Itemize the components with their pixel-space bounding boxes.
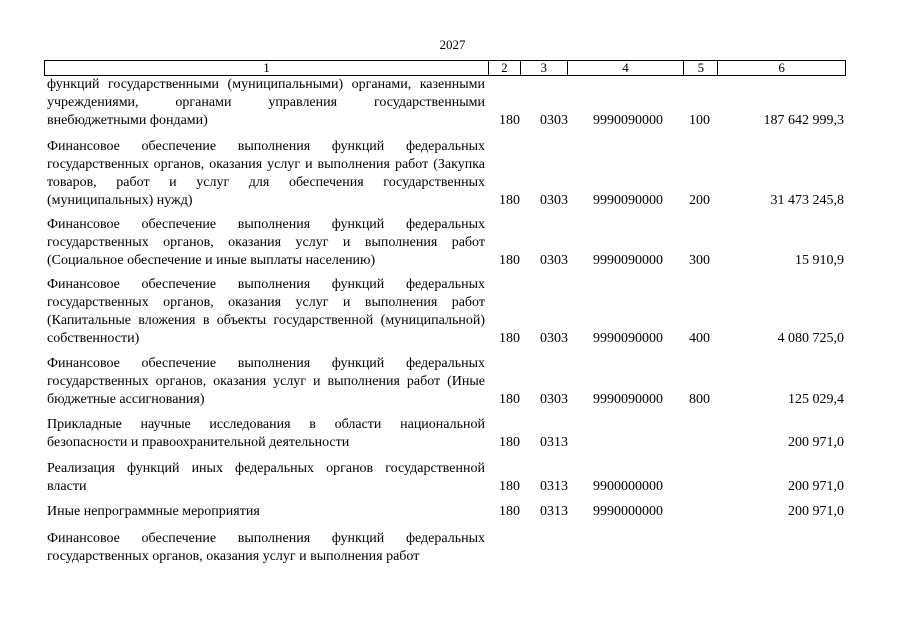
row-col-2: 180 (499, 504, 520, 519)
row-col-2: 180 (499, 435, 520, 450)
header-col-6: 6 (717, 61, 845, 75)
row-col-5: 200 (689, 193, 710, 208)
row-col-3: 0303 (540, 113, 568, 128)
row-col-6: 4 080 725,0 (777, 331, 844, 346)
page-number: 2027 (439, 37, 466, 52)
table-row (47, 276, 844, 348)
row-col-4: 9990000000 (593, 504, 663, 519)
row-name: Иные непрограммные мероприятия (47, 504, 260, 519)
row-col-6: 15 910,9 (795, 253, 844, 268)
row-col-6: 125 029,4 (788, 392, 844, 407)
row-name: Финансовое обеспечение выполнения функций федеральных государственных органов, оказания услуг и выполнения работ (47, 531, 485, 564)
table-row (47, 138, 844, 210)
row-col-6: 200 971,0 (788, 479, 844, 494)
row-col-3: 0313 (540, 479, 568, 494)
table-row (47, 530, 844, 566)
row-name: Финансовое обеспечение выполнения функций федеральных государственных органов, оказания услуг и выполнения работ (Капитальные вложения в объекты государственной (муниципальной) собственности) (47, 277, 485, 346)
row-col-3: 0313 (540, 435, 568, 450)
row-col-5: 800 (689, 392, 710, 407)
table-row (47, 460, 844, 496)
row-col-6: 200 971,0 (788, 435, 844, 450)
row-col-5: 300 (689, 253, 710, 268)
table-header (44, 60, 846, 76)
header-col-4: 4 (567, 61, 684, 75)
row-col-2: 180 (499, 392, 520, 407)
row-col-3: 0303 (540, 193, 568, 208)
row-col-6: 200 971,0 (788, 504, 844, 519)
table-row (47, 416, 844, 452)
row-col-2: 180 (499, 253, 520, 268)
header-col-3: 3 (520, 61, 567, 75)
row-col-5: 400 (689, 331, 710, 346)
row-col-3: 0303 (540, 392, 568, 407)
row-col-4: 9990090000 (593, 253, 663, 268)
table-row (47, 355, 844, 409)
header-col-2: 2 (488, 61, 520, 75)
row-col-4: 9900000000 (593, 479, 663, 494)
row-col-5: 100 (689, 113, 710, 128)
row-col-4: 9990090000 (593, 331, 663, 346)
row-col-3: 0313 (540, 504, 568, 519)
row-col-2: 180 (499, 113, 520, 128)
row-col-2: 180 (499, 479, 520, 494)
table-row (47, 76, 844, 130)
row-col-4: 9990090000 (593, 113, 663, 128)
row-col-6: 187 642 999,3 (763, 113, 844, 128)
row-name: функций государственными (муниципальными) органами, казенными учреждениями, органами управления государственными внебюджетными фондами) (47, 77, 485, 128)
row-name: Реализация функций иных федеральных органов государственной власти (47, 461, 485, 494)
row-col-6: 31 473 245,8 (770, 193, 844, 208)
row-col-3: 0303 (540, 253, 568, 268)
row-col-4: 9990090000 (593, 392, 663, 407)
header-col-1: 1 (263, 60, 270, 75)
table-row (47, 216, 844, 270)
row-col-2: 180 (499, 193, 520, 208)
row-name: Финансовое обеспечение выполнения функций федеральных государственных органов, оказания услуг и выполнения работ (Иные бюджетные ассигнования) (47, 356, 485, 407)
row-name: Финансовое обеспечение выполнения функций федеральных государственных органов, оказания услуг и выполнения работ (Закупка товаров, работ и услуг для обеспечения государственных (муниципальных) нужд) (47, 139, 485, 208)
row-col-3: 0303 (540, 331, 568, 346)
row-col-4: 9990090000 (593, 193, 663, 208)
header-col-5: 5 (683, 61, 717, 75)
row-name: Финансовое обеспечение выполнения функций федеральных государственных органов, оказания услуг и выполнения работ (Социальное обеспечение и иные выплаты населению) (47, 217, 485, 268)
row-col-2: 180 (499, 331, 520, 346)
table-row (47, 503, 844, 521)
row-name: Прикладные научные исследования в области национальной безопасности и правоохранительной деятельности (47, 417, 485, 450)
